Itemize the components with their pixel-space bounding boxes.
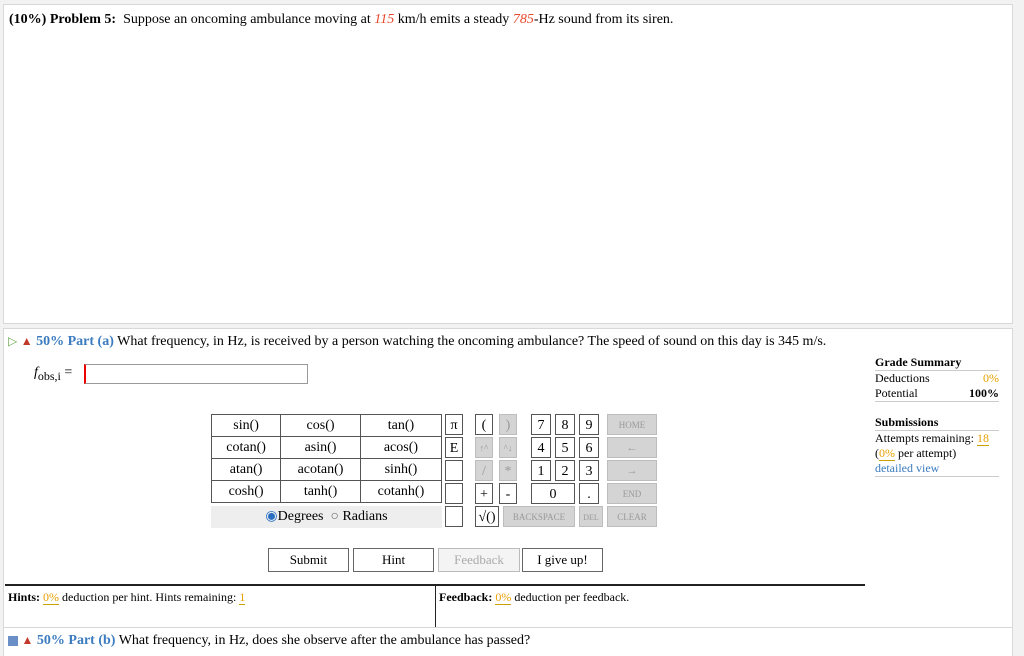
digit-3-key[interactable]: 3 <box>579 460 599 481</box>
warning-icon: ▲ <box>20 334 33 348</box>
e-key[interactable]: E <box>445 437 463 458</box>
atan-button[interactable]: atan() <box>212 459 281 481</box>
part-a-header <box>8 334 826 350</box>
frequency-value: 785 <box>512 12 534 27</box>
digit-2-key[interactable]: 2 <box>555 460 575 481</box>
part-b-percent: 50% <box>36 633 65 648</box>
plus-key[interactable]: + <box>475 483 493 504</box>
attempts-value: 18 <box>976 431 989 445</box>
attempts-row: Attempts remaining: 18 <box>875 431 989 445</box>
submit-button[interactable]: Submit <box>268 548 349 572</box>
collapse-icon[interactable] <box>8 636 18 646</box>
expand-arrow-icon[interactable]: ▷ <box>8 334 18 348</box>
degrees-radio[interactable]: ◉ <box>265 509 278 524</box>
up-key[interactable]: ↑^ <box>475 437 493 458</box>
home-key[interactable]: HOME <box>607 414 657 435</box>
acos-button[interactable]: acos() <box>360 437 441 459</box>
digit-5-key[interactable]: 5 <box>555 437 575 458</box>
multiply-key[interactable]: * <box>499 460 517 481</box>
del-key[interactable]: DEL <box>579 506 603 527</box>
decimal-key[interactable]: . <box>579 483 599 504</box>
cotanh-button[interactable]: cotanh() <box>360 481 441 503</box>
speed-value: 115 <box>374 12 395 27</box>
divide-key[interactable]: / <box>475 460 493 481</box>
problem-statement <box>9 12 673 28</box>
problem-title: Problem 5: <box>49 12 117 27</box>
right-arrow-icon[interactable]: → <box>607 460 657 481</box>
give-up-button[interactable]: I give up! <box>522 548 603 572</box>
radians-label: Radians <box>342 509 388 524</box>
grade-summary <box>875 355 999 402</box>
part-b-label: Part (b) <box>68 633 116 648</box>
backspace-key[interactable]: BACKSPACE <box>503 506 575 527</box>
down-key[interactable]: ^↓ <box>499 437 517 458</box>
potential-row: Potential 100% <box>875 386 999 400</box>
minus-key[interactable]: - <box>499 483 517 504</box>
end-key[interactable]: END <box>607 483 657 504</box>
radians-radio[interactable]: ○ <box>330 509 339 524</box>
function-table <box>211 414 442 503</box>
part-a-label: Part (a) <box>67 334 114 349</box>
problem-text-3: -Hz sound from its siren. <box>533 12 674 27</box>
sin-button[interactable]: sin() <box>212 415 281 437</box>
feedback-button[interactable]: Feedback <box>438 548 520 572</box>
hints-remaining: 1 <box>239 590 246 604</box>
sqrt-key[interactable]: √() <box>475 506 499 527</box>
grade-summary-title: Grade Summary <box>875 355 999 371</box>
submissions-title: Submissions <box>875 415 999 431</box>
submissions-box <box>875 415 999 477</box>
divider <box>435 586 436 628</box>
part-b-panel <box>3 627 1013 656</box>
cos-button[interactable]: cos() <box>281 415 361 437</box>
cotan-button[interactable]: cotan() <box>212 437 281 459</box>
hints-feedback-bar <box>5 584 865 628</box>
problem-text-2: km/h emits a steady <box>397 12 510 27</box>
part-a-panel <box>3 328 1013 628</box>
angle-mode <box>211 506 442 528</box>
cosh-button[interactable]: cosh() <box>212 481 281 503</box>
blank-key <box>445 506 463 527</box>
part-b-header <box>8 633 530 649</box>
pi-key[interactable]: π <box>445 414 463 435</box>
digit-4-key[interactable]: 4 <box>531 437 551 458</box>
tanh-button[interactable]: tanh() <box>281 481 361 503</box>
digit-8-key[interactable]: 8 <box>555 414 575 435</box>
feedback-deduction: 0% <box>495 590 512 604</box>
digit-7-key[interactable]: 7 <box>531 414 551 435</box>
rparen-key[interactable]: ) <box>499 414 517 435</box>
potential-value: 100% <box>969 386 999 400</box>
answer-input[interactable] <box>84 364 308 384</box>
blank-key <box>445 483 463 504</box>
digit-9-key[interactable]: 9 <box>579 414 599 435</box>
digit-6-key[interactable]: 6 <box>579 437 599 458</box>
part-a-percent: 50% <box>36 334 65 349</box>
lparen-key[interactable]: ( <box>475 414 493 435</box>
blank-key <box>445 460 463 481</box>
answer-variable: $f_{obs,i}$ = <box>34 365 73 383</box>
warning-icon: ▲ <box>21 633 34 647</box>
acotan-button[interactable]: acotan() <box>281 459 361 481</box>
per-attempt-deduction: 0% <box>879 446 895 460</box>
tan-button[interactable]: tan() <box>360 415 441 437</box>
part-b-question: What frequency, in Hz, does she observe after the ambulance has passed? <box>118 633 531 648</box>
digit-0-key[interactable]: 0 <box>531 483 575 504</box>
clear-key[interactable]: CLEAR <box>607 506 657 527</box>
detailed-view-link[interactable]: detailed view <box>875 461 999 477</box>
deductions-row: Deductions 0% <box>875 371 999 385</box>
left-arrow-icon[interactable]: ← <box>607 437 657 458</box>
digit-1-key[interactable]: 1 <box>531 460 551 481</box>
feedback-info: Feedback: 0% deduction per feedback. <box>439 590 630 604</box>
sinh-button[interactable]: sinh() <box>360 459 441 481</box>
problem-panel <box>3 4 1013 324</box>
problem-text-1: Suppose an oncoming ambulance moving at <box>123 12 371 27</box>
part-a-question: What frequency, in Hz, is received by a person watching the oncoming ambulance? The speed of sound on this day is 345 m/s. <box>117 334 827 349</box>
deductions-value: 0% <box>983 371 999 385</box>
asin-button[interactable]: asin() <box>281 437 361 459</box>
hints-deduction: 0% <box>43 590 60 604</box>
hint-button[interactable]: Hint <box>353 548 434 572</box>
per-attempt-row: (0% per attempt) <box>875 446 957 460</box>
problem-weight: (10%) <box>9 12 47 27</box>
hints-info: Hints: 0% deduction per hint. Hints remaining: 1 <box>8 590 246 604</box>
degrees-label: Degrees <box>277 509 324 524</box>
equals-sign: = <box>64 365 73 380</box>
